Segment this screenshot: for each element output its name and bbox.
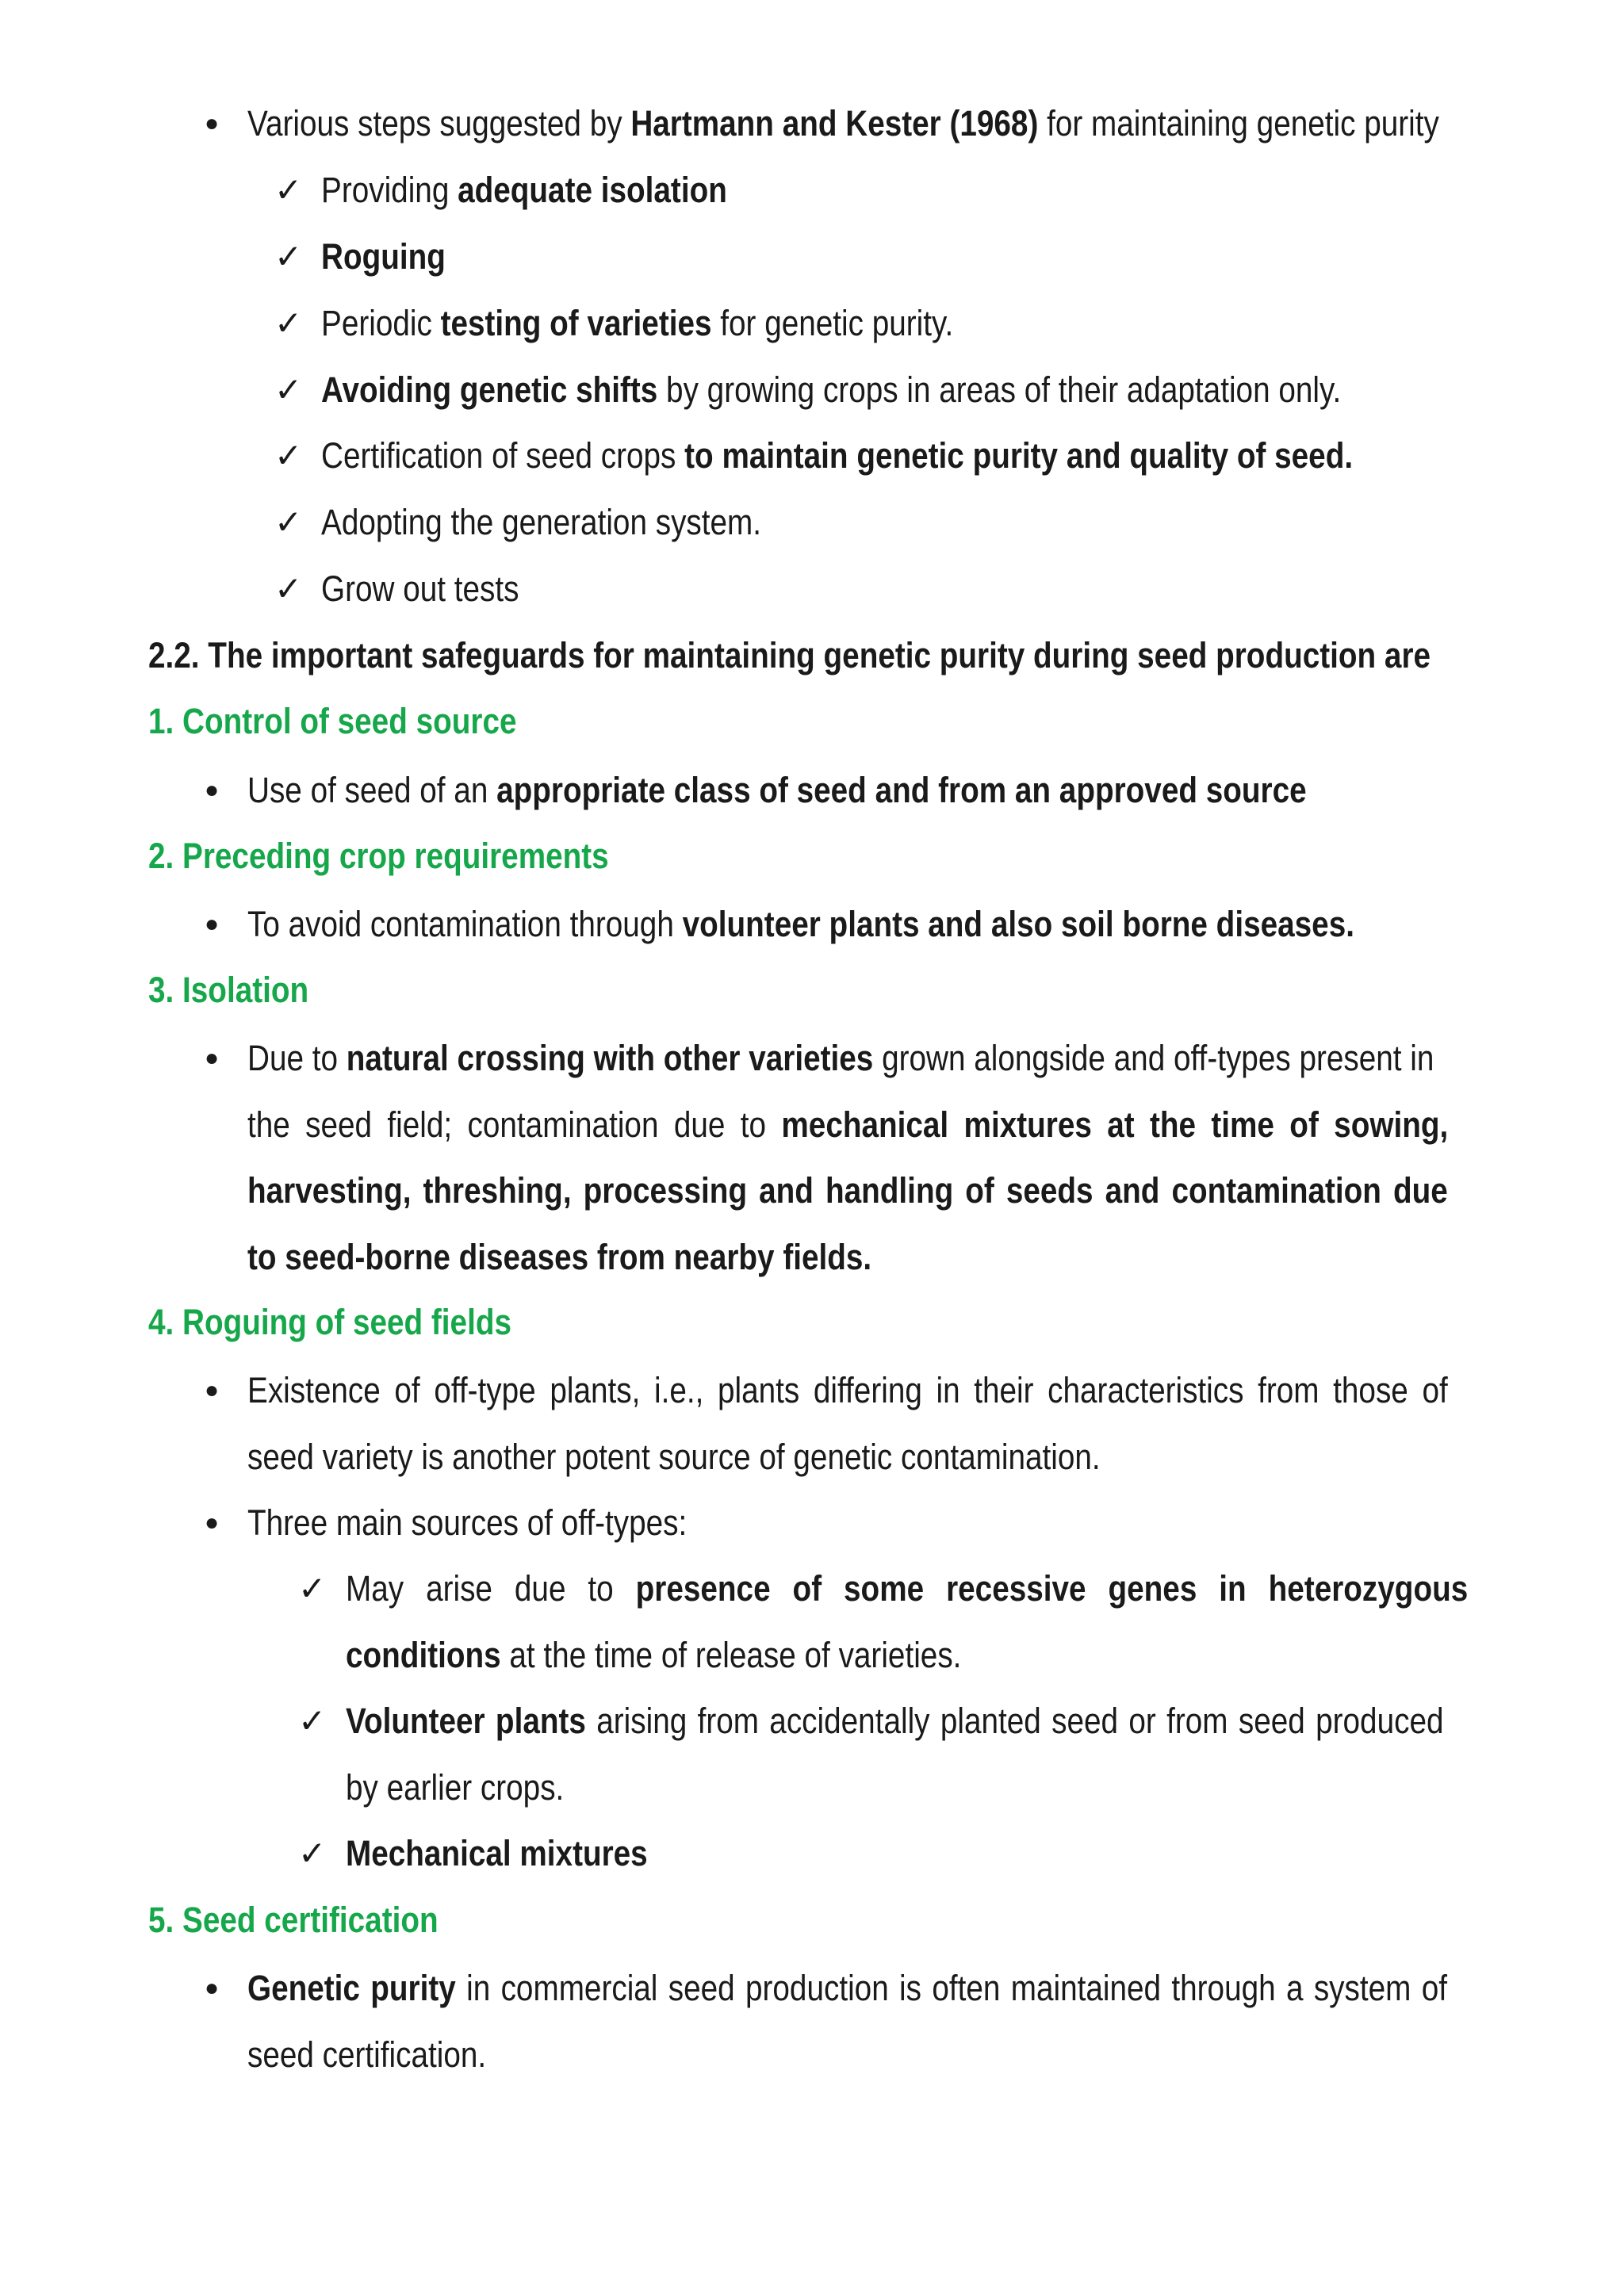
- s3-text: Due to: [247, 1038, 347, 1078]
- s3-text: the seed field; contamination due to: [247, 1104, 782, 1145]
- s3-bold: natural crossing with other varieties: [346, 1038, 874, 1078]
- step-text: for genetic purity.: [711, 303, 954, 343]
- bullet-icon: ●: [205, 1377, 220, 1403]
- checkmark-icon: ✓: [298, 1834, 327, 1873]
- step-text: Grow out tests: [321, 568, 519, 609]
- bullet-icon: ●: [205, 1975, 220, 2001]
- s3-text: grown alongside and off-types present in: [873, 1038, 1434, 1078]
- s4-bold: Volunteer plants: [346, 1701, 586, 1741]
- s2-bullet-text: [247, 903, 1354, 946]
- s4-bullet1-line-2: seed variety is another potent source of genetic contamination.: [247, 1437, 1101, 1477]
- intro-post: for maintaining genetic purity: [1038, 103, 1439, 144]
- step-item: [321, 302, 953, 345]
- subheading-preceding-crop: 2. Preceding crop requirements: [148, 836, 609, 876]
- s5-bullet-line-2: seed certification.: [247, 2034, 487, 2075]
- step-text: Providing: [321, 170, 458, 210]
- s3-line-3: [247, 1169, 1448, 1212]
- s1-bullet-text: [247, 769, 1307, 812]
- subheading-isolation: 3. Isolation: [148, 970, 309, 1010]
- s4-bullet2: Three main sources of off-types:: [247, 1502, 688, 1543]
- s3-line-2: [247, 1104, 1624, 1146]
- intro-bold: Hartmann and Kester (1968): [630, 103, 1039, 144]
- s2-bold: volunteer plants and also soil borne diseases.: [682, 904, 1354, 944]
- s4-bullet1-line-1: Existence of off-type plants, i.e., plants differing in their characteristics from those of: [247, 1370, 1448, 1410]
- subheading-control-seed-source: 1. Control of seed source: [148, 701, 517, 741]
- s3-bold: mechanical mixtures at the time of sowing,: [781, 1104, 1449, 1145]
- s1-text: Use of seed of an: [247, 770, 497, 810]
- s3-bold: harvesting, threshing, processing and handling of seeds and contamination due: [247, 1170, 1448, 1211]
- s3-line-4: [247, 1236, 871, 1279]
- step-text: by growing crops in areas of their adaptation only.: [657, 369, 1342, 410]
- checkmark-icon: ✓: [274, 503, 303, 541]
- step-text: Certification of seed crops: [321, 435, 685, 476]
- s4-check1-line-2: [346, 1634, 961, 1677]
- checkmark-icon: ✓: [274, 170, 303, 209]
- s1-bold: appropriate class of seed and from an approved source: [496, 770, 1307, 810]
- s4-check2-line-2: by earlier crops.: [346, 1767, 565, 1808]
- s5-text: in commercial seed production is often maintained through a system of: [455, 1968, 1448, 2008]
- checkmark-icon: ✓: [274, 237, 303, 276]
- step-bold: Roguing: [321, 236, 446, 277]
- bullet-icon: ●: [205, 1510, 220, 1536]
- s4-check1-line-1: [346, 1567, 1468, 1610]
- step-item: [321, 434, 1353, 477]
- step-item: [321, 501, 761, 544]
- checkmark-icon: ✓: [274, 436, 303, 475]
- section-heading: 2.2. The important safeguards for maintaining genetic purity during seed production are: [148, 635, 1431, 675]
- bullet-icon: ●: [205, 1045, 220, 1071]
- step-bold: testing of varieties: [440, 303, 712, 343]
- step-bold: Avoiding genetic shifts: [321, 369, 658, 410]
- intro-bullet-text: [247, 102, 1439, 145]
- step-item: [321, 369, 1341, 411]
- s5-bold: Genetic purity: [247, 1968, 456, 2008]
- s4-bold: Mechanical mixtures: [346, 1833, 648, 1873]
- checkmark-icon: ✓: [274, 370, 303, 409]
- subheading-roguing: 4. Roguing of seed fields: [148, 1302, 512, 1342]
- bullet-icon: ●: [205, 777, 220, 803]
- bullet-icon: ●: [205, 110, 220, 136]
- checkmark-icon: ✓: [274, 304, 303, 342]
- s3-bold: to seed-borne diseases from nearby fields.: [247, 1237, 872, 1277]
- intro-pre: Various steps suggested by: [247, 103, 631, 144]
- bullet-icon: ●: [205, 911, 220, 937]
- s4-text: arising from accidentally planted seed or from seed produced: [585, 1701, 1444, 1741]
- step-text: Periodic: [321, 303, 441, 343]
- step-item: [321, 235, 446, 278]
- step-item: [321, 169, 727, 212]
- s4-text: May arise due to: [346, 1568, 636, 1609]
- s3-line-1: [247, 1037, 1434, 1080]
- s4-bold: presence of some recessive genes in heterozygous: [635, 1568, 1469, 1609]
- step-bold: to maintain genetic purity and quality of seed.: [684, 435, 1354, 476]
- step-item: [321, 568, 519, 610]
- s4-bold: conditions: [346, 1635, 501, 1675]
- checkmark-icon: ✓: [298, 1701, 327, 1740]
- step-bold: adequate isolation: [458, 170, 727, 210]
- s4-text: at the time of release of varieties.: [500, 1635, 962, 1675]
- s4-check2-line-1: [346, 1700, 1444, 1743]
- subheading-seed-certification: 5. Seed certification: [148, 1900, 439, 1940]
- checkmark-icon: ✓: [274, 569, 303, 608]
- checkmark-icon: ✓: [298, 1569, 327, 1608]
- s2-text: To avoid contamination through: [247, 904, 683, 944]
- step-text: Adopting the generation system.: [321, 502, 762, 542]
- s4-check3: [346, 1832, 648, 1875]
- s5-bullet-line-1: [247, 1967, 1447, 2010]
